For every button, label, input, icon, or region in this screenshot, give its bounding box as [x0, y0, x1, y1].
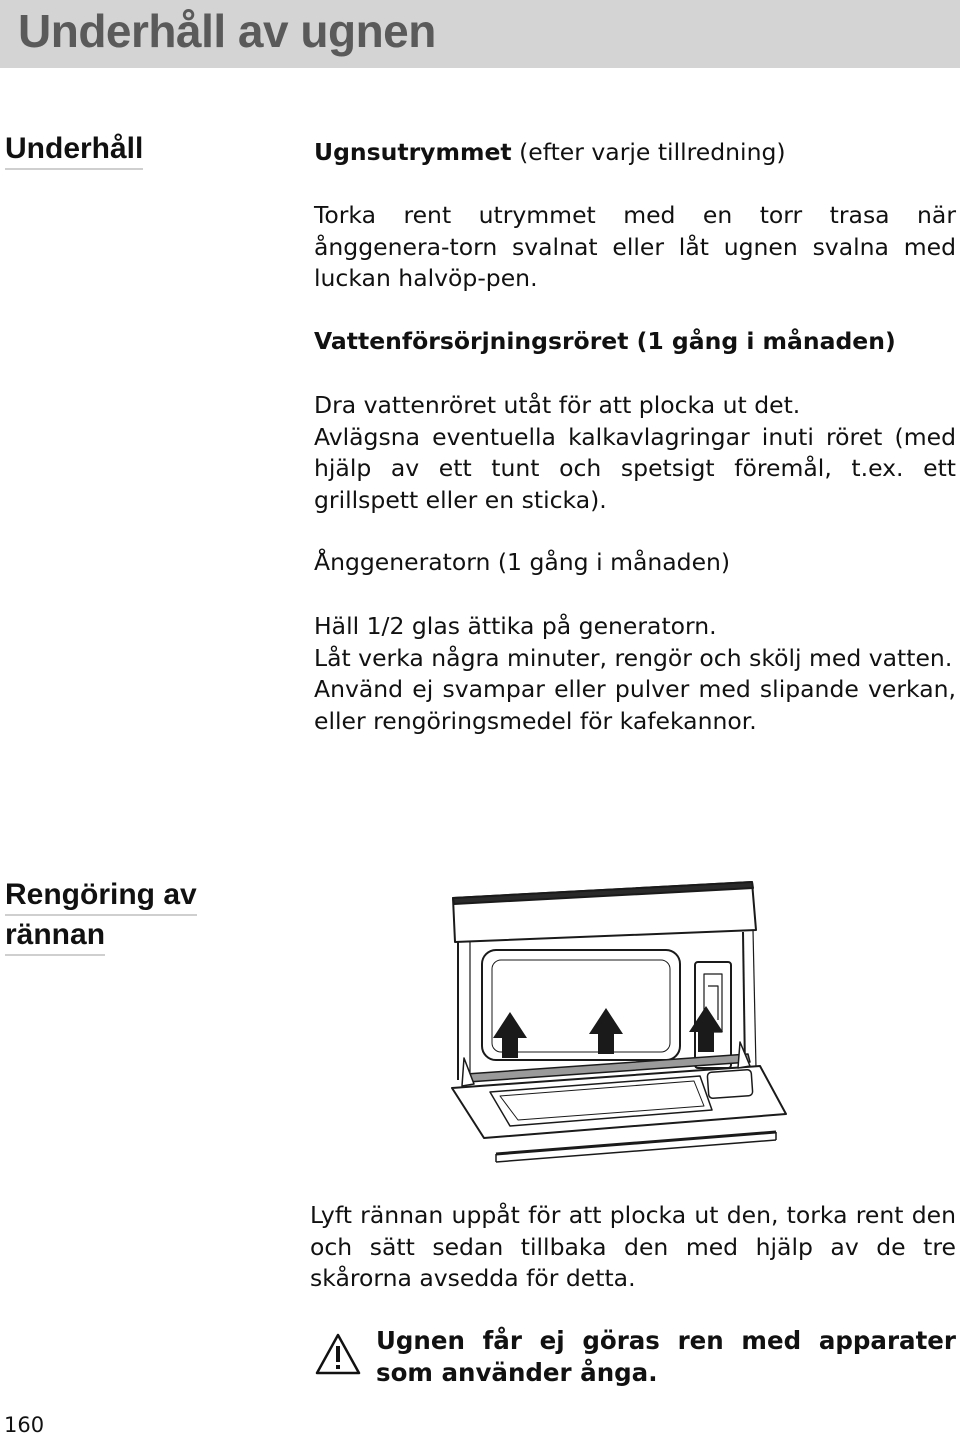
gutter-text: [310, 1200, 956, 1295]
oven-space-title: Ugnsutrymmet: [314, 138, 512, 166]
header-bar: [0, 0, 960, 68]
steam-generator-line-1: Häll 1/2 glas ättika på generatorn.: [314, 612, 717, 640]
gutter-heading-line-1: Rengöring av: [5, 876, 197, 916]
page-title: Underhåll av ugnen: [18, 5, 436, 57]
oven-space-paragraph: Torka rent utrymmet med en torr trasa när ånggenera-torn svalnat eller låt ugnen svalna med luckan halvöp-pen.: [314, 201, 956, 292]
warning-text: Ugnen får ej göras ren med apparater som använder ånga.: [376, 1326, 956, 1387]
oven-gutter-illustration: [440, 870, 800, 1170]
steam-generator-line-2: Låt verka några minuter, rengör och skölj med vatten.: [314, 643, 953, 672]
maintenance-heading-text: Underhåll: [5, 130, 143, 170]
gutter-heading: [5, 876, 197, 956]
maintenance-heading: [5, 130, 143, 170]
oven-space-text: [314, 200, 956, 295]
oven-space-note: (efter varje tillredning): [511, 138, 786, 166]
water-pipe-title: Vattenförsörjningsröret (1 gång i månaden): [314, 327, 896, 355]
oven-space-heading: [314, 137, 956, 169]
gutter-heading-line-2: rännan: [5, 916, 105, 956]
water-pipe-line-1: Dra vattenröret utåt för att plocka ut det.: [314, 391, 801, 419]
steam-generator-line-3: Använd ej svampar eller pulver med slipande verkan, eller rengöringsmedel för kafekannor.: [314, 675, 956, 735]
steam-generator-title: Ånggeneratorn (1 gång i månaden): [314, 548, 731, 576]
water-pipe-line-2: Avlägsna eventuella kalkavlagringar inuti röret (med hjälp av ett tunt och spetsigt föremål, t.ex. ett grillspett eller en sticka).: [314, 422, 956, 514]
gutter-paragraph: Lyft rännan uppåt för att plocka ut den, torka rent den och sätt sedan tillbaka den med hjälp av de tre skårorna avsedda för detta.: [310, 1201, 956, 1292]
page-number: 160: [4, 1413, 45, 1437]
steam-generator-text: [314, 611, 956, 737]
water-pipe-text: [314, 390, 956, 516]
warning-triangle-icon: [314, 1332, 362, 1376]
